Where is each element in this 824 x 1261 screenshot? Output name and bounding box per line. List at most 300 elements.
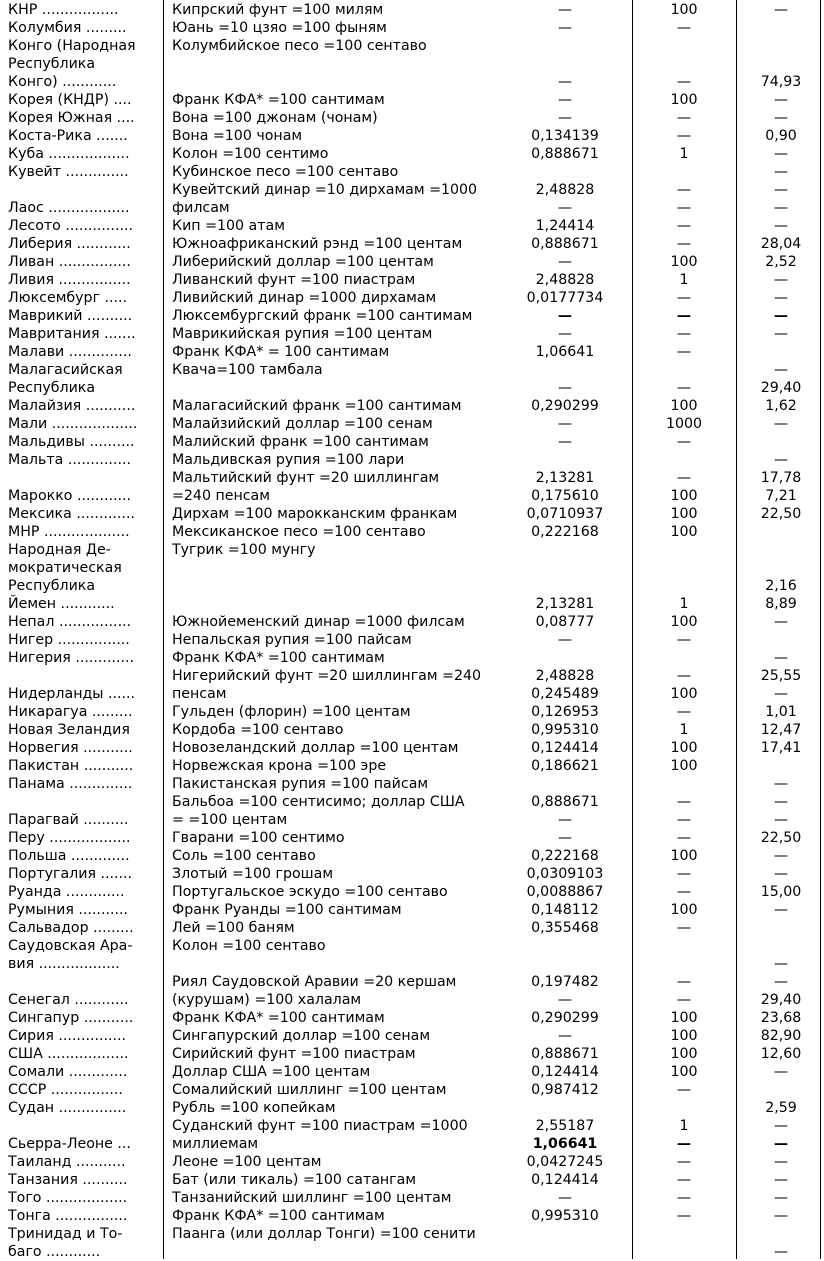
value-cell: — bbox=[557, 254, 573, 270]
share-cell: — bbox=[676, 812, 692, 828]
rate-cell: — bbox=[773, 326, 789, 342]
country-cell: Панама .............. bbox=[8, 776, 133, 792]
rate-cell: 2,52 bbox=[765, 254, 797, 270]
share-cell bbox=[632, 955, 736, 973]
country-cell: Конго) ............ bbox=[8, 74, 117, 90]
value-cell: 1,06641 bbox=[532, 1136, 598, 1152]
country-cell: Мавритания ....... bbox=[8, 326, 136, 342]
currency-cell: Кордоба =100 сентаво bbox=[172, 722, 344, 738]
rate-cell bbox=[738, 433, 824, 451]
value-cell: 0,987412 bbox=[531, 1082, 599, 1098]
rate-cell: — bbox=[773, 866, 789, 882]
value-cell bbox=[500, 55, 630, 73]
value-cell: — bbox=[557, 20, 573, 36]
country-cell: Малайзия ........... bbox=[8, 398, 136, 414]
share-cell: — bbox=[676, 974, 692, 990]
share-cell: 1000 bbox=[665, 416, 703, 432]
currency-cell: Ливанский фунт =100 пиастрам bbox=[172, 272, 416, 288]
country-cell: Ливан ................ bbox=[8, 254, 131, 270]
share-cell: 100 bbox=[670, 254, 698, 270]
country-cell: Ливия ................ bbox=[8, 272, 131, 288]
rate-cell: 2,59 bbox=[765, 1100, 797, 1116]
rate-cell: — bbox=[773, 308, 789, 324]
currency-cell: Кубинское песо =100 сентаво bbox=[172, 164, 399, 180]
rate-cell bbox=[738, 1081, 824, 1099]
share-cell bbox=[632, 775, 736, 793]
currency-cell: Мексиканское песо =100 сентаво bbox=[172, 524, 426, 540]
currency-cell: Танзанийский шиллинг =100 центам bbox=[172, 1190, 452, 1206]
country-cell: Таиланд ........... bbox=[8, 1154, 126, 1170]
country-cell: Сингапур ........... bbox=[8, 1010, 134, 1026]
share-cell: 1 bbox=[679, 272, 689, 288]
share-cell: 100 bbox=[670, 614, 698, 630]
rate-cell: 25,55 bbox=[760, 668, 802, 684]
rate-cell bbox=[738, 343, 824, 361]
currency-cell: Мальтийский фунт =20 шиллингам bbox=[172, 470, 440, 486]
currency-cell: Новозеландский доллар =100 центам bbox=[172, 740, 459, 756]
country-cell: Сирия ............... bbox=[8, 1028, 127, 1044]
share-cell: — bbox=[676, 1172, 692, 1188]
value-cell: 0,124414 bbox=[531, 1172, 599, 1188]
share-cell: — bbox=[676, 74, 692, 90]
value-cell: 0,134139 bbox=[531, 128, 599, 144]
value-cell: 0,0710937 bbox=[526, 506, 604, 522]
value-cell bbox=[500, 541, 630, 559]
currency-cell: Вона =100 джонам (чонам) bbox=[172, 110, 378, 126]
share-cell: — bbox=[676, 1208, 692, 1224]
currency-cell: Колумбийское песо =100 сентаво bbox=[172, 38, 427, 54]
rate-cell: 2,16 bbox=[765, 578, 797, 594]
rate-cell: — bbox=[773, 956, 789, 972]
value-cell: 2,13281 bbox=[535, 470, 595, 486]
value-cell: 1,24414 bbox=[535, 218, 595, 234]
share-cell: 100 bbox=[670, 758, 698, 774]
rate-cell: 29,40 bbox=[760, 992, 802, 1008]
rate-cell: — bbox=[773, 218, 789, 234]
country-cell: Мальта .............. bbox=[8, 452, 131, 468]
country-cell: Сенегал ............ bbox=[8, 992, 129, 1008]
value-cell bbox=[500, 577, 630, 595]
currency-cell: (курушам) =100 халалам bbox=[172, 992, 362, 1008]
value-cell: 0,355468 bbox=[531, 920, 599, 936]
value-cell: — bbox=[557, 1028, 573, 1044]
currency-cell: Паанга (или доллар Тонги) =100 сенити bbox=[172, 1226, 476, 1242]
currency-cell: Сингапурский доллар =100 сенам bbox=[172, 1028, 431, 1044]
rate-cell: 7,21 bbox=[765, 488, 797, 504]
value-cell: — bbox=[557, 632, 573, 648]
share-cell: 100 bbox=[670, 2, 698, 18]
rate-cell: 0,90 bbox=[765, 128, 797, 144]
rate-cell: — bbox=[773, 812, 789, 828]
share-cell: — bbox=[676, 830, 692, 846]
share-cell: 1 bbox=[679, 722, 689, 738]
currency-cell: Франк Руанды =100 сантимам bbox=[172, 902, 402, 918]
share-cell: — bbox=[676, 344, 692, 360]
currency-cell: Леоне =100 центам bbox=[172, 1154, 322, 1170]
country-cell: КНР ................. bbox=[8, 2, 119, 18]
rate-cell: — bbox=[773, 164, 789, 180]
rate-cell: 1,01 bbox=[765, 704, 797, 720]
value-cell: — bbox=[557, 992, 573, 1008]
share-cell bbox=[632, 1099, 736, 1117]
currency-cell: Гварани =100 сентимо bbox=[172, 830, 345, 846]
value-cell: 0,197482 bbox=[531, 974, 599, 990]
share-cell bbox=[632, 577, 736, 595]
currency-cell: Франк КФА* = 100 сантимам bbox=[172, 344, 390, 360]
country-cell: Норвегия ........... bbox=[8, 740, 133, 756]
rate-cell: 23,68 bbox=[760, 1010, 802, 1026]
rate-cell bbox=[738, 55, 824, 73]
rate-cell: — bbox=[773, 1190, 789, 1206]
rate-cell: — bbox=[773, 1244, 789, 1260]
value-cell: — bbox=[557, 380, 573, 396]
value-cell: — bbox=[557, 74, 573, 90]
country-cell: Тринидад и То- bbox=[8, 1226, 123, 1242]
country-cell: Малави .............. bbox=[8, 344, 132, 360]
rate-cell: — bbox=[773, 452, 789, 468]
rate-cell bbox=[738, 631, 824, 649]
share-cell: — bbox=[676, 704, 692, 720]
rate-cell: 17,78 bbox=[760, 470, 802, 486]
currency-cell: пенсам bbox=[172, 686, 227, 702]
currency-cell: Маврикийская рупия =100 центам bbox=[172, 326, 433, 342]
value-cell: — bbox=[557, 326, 573, 342]
rate-cell: 22,50 bbox=[760, 830, 802, 846]
value-cell: — bbox=[557, 200, 573, 216]
country-cell: Тонга ................ bbox=[8, 1208, 128, 1224]
value-cell: 0,148112 bbox=[531, 902, 599, 918]
currency-cell: Нигерийский фунт =20 шиллингам =240 bbox=[172, 668, 482, 684]
country-cell: Мали ................... bbox=[8, 416, 138, 432]
rate-cell: — bbox=[773, 1118, 789, 1134]
rate-cell: — bbox=[773, 92, 789, 108]
currency-cell: Португальское эскудо =100 сентаво bbox=[172, 884, 448, 900]
share-cell: — bbox=[676, 884, 692, 900]
country-cell: Либерия ............ bbox=[8, 236, 131, 252]
share-cell: 100 bbox=[670, 1028, 698, 1044]
currency-cell: Соль =100 сентаво bbox=[172, 848, 316, 864]
value-cell: — bbox=[557, 434, 573, 450]
rate-cell: — bbox=[773, 1208, 789, 1224]
country-cell: Люксембург ..... bbox=[8, 290, 128, 306]
rate-cell: — bbox=[773, 290, 789, 306]
country-cell: США .................. bbox=[8, 1046, 129, 1062]
rate-cell: — bbox=[773, 416, 789, 432]
country-cell: мократическая bbox=[8, 560, 122, 576]
country-cell: Йемен ............ bbox=[8, 596, 115, 612]
country-cell: Республика bbox=[8, 578, 96, 594]
share-cell: 100 bbox=[670, 506, 698, 522]
rate-cell bbox=[738, 937, 824, 955]
currency-cell: Кипрский фунт =100 милям bbox=[172, 2, 384, 18]
value-cell: — bbox=[557, 308, 573, 324]
currency-cell: Риял Саудовской Аравии =20 кершам bbox=[172, 974, 457, 990]
share-cell: — bbox=[676, 632, 692, 648]
currency-cell: Кувейтский динар =10 дирхамам =1000 bbox=[172, 182, 478, 198]
share-cell: — bbox=[676, 290, 692, 306]
country-cell: Саудовская Ара- bbox=[8, 938, 133, 954]
country-cell: Нидерланды ...... bbox=[8, 686, 136, 702]
share-cell: 100 bbox=[670, 92, 698, 108]
currency-cell: Пакистанская рупия =100 пайсам bbox=[172, 776, 429, 792]
currency-cell: Франк КФА* =100 сантимам bbox=[172, 1208, 385, 1224]
value-cell bbox=[500, 955, 630, 973]
share-cell: — bbox=[676, 1190, 692, 1206]
rate-cell: — bbox=[773, 2, 789, 18]
value-cell: 0,0427245 bbox=[526, 1154, 604, 1170]
share-cell: — bbox=[676, 794, 692, 810]
share-cell: — bbox=[676, 668, 692, 684]
share-cell: 100 bbox=[670, 686, 698, 702]
currency-cell: Колон =100 сентимо bbox=[172, 146, 329, 162]
share-cell bbox=[632, 55, 736, 73]
column-divider bbox=[736, 0, 737, 1259]
currency-cell: Малийский франк =100 сантимам bbox=[172, 434, 429, 450]
country-cell: Корея (КНДР) .... bbox=[8, 92, 132, 108]
country-cell: Нигерия ............. bbox=[8, 650, 134, 666]
value-cell: 2,13281 bbox=[535, 596, 595, 612]
rate-cell: 15,00 bbox=[760, 884, 802, 900]
rate-cell: — bbox=[773, 614, 789, 630]
share-cell: — bbox=[676, 326, 692, 342]
share-cell: — bbox=[676, 110, 692, 126]
value-cell: 0,0309103 bbox=[526, 866, 604, 882]
value-cell: 0,126953 bbox=[531, 704, 599, 720]
value-cell: 0,888671 bbox=[531, 146, 599, 162]
value-cell: 0,124414 bbox=[531, 1064, 599, 1080]
value-cell bbox=[500, 937, 630, 955]
value-cell: 0,0088867 bbox=[526, 884, 604, 900]
value-cell bbox=[500, 163, 630, 181]
currency-cell: Люксембургский франк =100 сантимам bbox=[172, 308, 473, 324]
country-cell: Пакистан ........... bbox=[8, 758, 134, 774]
currency-cell: Либерийский доллар =100 центам bbox=[172, 254, 434, 270]
country-cell: Кувейт .............. bbox=[8, 164, 129, 180]
rate-cell: — bbox=[773, 272, 789, 288]
country-cell: Перу .................. bbox=[8, 830, 131, 846]
value-cell: 0,888671 bbox=[531, 236, 599, 252]
country-cell: Малагасийская bbox=[8, 362, 123, 378]
value-cell: 2,48828 bbox=[535, 668, 595, 684]
currency-cell: Колон =100 сентаво bbox=[172, 938, 326, 954]
share-cell: 100 bbox=[670, 740, 698, 756]
share-cell: — bbox=[676, 434, 692, 450]
value-cell: — bbox=[557, 416, 573, 432]
country-cell: Республика bbox=[8, 380, 96, 396]
currency-cell: Вона =100 чонам bbox=[172, 128, 303, 144]
currency-cell: Франк КФА* =100 сантимам bbox=[172, 650, 385, 666]
currency-cell: =240 пенсам bbox=[172, 488, 270, 504]
share-cell bbox=[632, 937, 736, 955]
rate-cell: — bbox=[773, 974, 789, 990]
value-cell: 0,0177734 bbox=[526, 290, 604, 306]
share-cell: — bbox=[676, 380, 692, 396]
country-cell: Руанда ............. bbox=[8, 884, 125, 900]
rate-cell: — bbox=[773, 362, 789, 378]
value-cell: — bbox=[557, 812, 573, 828]
country-cell: Коста-Рика ....... bbox=[8, 128, 128, 144]
value-cell: 1,06641 bbox=[535, 344, 595, 360]
value-cell: 0,124414 bbox=[531, 740, 599, 756]
currency-cell: Гульден (флорин) =100 центам bbox=[172, 704, 411, 720]
currency-cell: Мальдивская рупия =100 лари bbox=[172, 452, 405, 468]
rate-cell: — bbox=[773, 110, 789, 126]
currency-cell: Бальбоа =100 сентисимо; доллар США bbox=[172, 794, 465, 810]
rate-cell: 12,60 bbox=[760, 1046, 802, 1062]
country-cell: вия .................. bbox=[8, 956, 120, 972]
rate-cell: — bbox=[773, 902, 789, 918]
share-cell: 100 bbox=[670, 398, 698, 414]
country-cell: Республика bbox=[8, 56, 96, 72]
share-cell: — bbox=[676, 218, 692, 234]
value-cell bbox=[500, 559, 630, 577]
country-cell: Корея Южная .... bbox=[8, 110, 135, 126]
country-cell: Сомали ............. bbox=[8, 1064, 128, 1080]
country-cell: МНР ................... bbox=[8, 524, 130, 540]
rate-cell bbox=[738, 37, 824, 55]
country-cell: Никарагуа ......... bbox=[8, 704, 133, 720]
value-cell: — bbox=[557, 830, 573, 846]
share-cell: 100 bbox=[670, 848, 698, 864]
rate-cell bbox=[738, 919, 824, 937]
value-cell: 0,186621 bbox=[531, 758, 599, 774]
value-cell: — bbox=[557, 2, 573, 18]
share-cell: — bbox=[676, 308, 692, 324]
rate-cell bbox=[738, 559, 824, 577]
currency-cell: Суданский фунт =100 пиастрам =1000 bbox=[172, 1118, 468, 1134]
share-cell: 100 bbox=[670, 488, 698, 504]
value-cell: 0,995310 bbox=[531, 1208, 599, 1224]
rate-cell bbox=[738, 541, 824, 559]
country-cell: Польша ............. bbox=[8, 848, 130, 864]
currency-cell: Квача=100 тамбала bbox=[172, 362, 323, 378]
share-cell: 1 bbox=[679, 146, 689, 162]
share-cell: — bbox=[676, 182, 692, 198]
share-cell: — bbox=[676, 866, 692, 882]
value-cell: — bbox=[557, 92, 573, 108]
share-cell: — bbox=[676, 992, 692, 1008]
rate-cell bbox=[738, 1225, 824, 1243]
share-cell bbox=[632, 163, 736, 181]
country-cell: Новая Зеландия bbox=[8, 722, 130, 738]
value-cell: — bbox=[557, 110, 573, 126]
country-cell: Лаос .................. bbox=[8, 200, 130, 216]
value-cell: 2,48828 bbox=[535, 272, 595, 288]
value-cell bbox=[500, 361, 630, 379]
share-cell: 100 bbox=[670, 524, 698, 540]
currency-cell: Кип =100 атам bbox=[172, 218, 285, 234]
share-cell: — bbox=[676, 470, 692, 486]
rate-cell: 12,47 bbox=[760, 722, 802, 738]
value-cell: — bbox=[557, 1190, 573, 1206]
currency-cell: миллиемам bbox=[172, 1136, 259, 1152]
currency-cell: Юань =10 цзяо =100 фыням bbox=[172, 20, 387, 36]
value-cell: 0,290299 bbox=[531, 398, 599, 414]
country-cell: Танзания .......... bbox=[8, 1172, 128, 1188]
currency-cell: Рубль =100 копейкам bbox=[172, 1100, 336, 1116]
share-cell: 100 bbox=[670, 1010, 698, 1026]
rate-cell bbox=[738, 19, 824, 37]
rate-cell: — bbox=[773, 200, 789, 216]
share-cell bbox=[632, 1225, 736, 1243]
currency-cell: Ливийский динар =1000 дирхамам bbox=[172, 290, 437, 306]
value-cell bbox=[500, 649, 630, 667]
share-cell bbox=[632, 1243, 736, 1261]
share-cell: — bbox=[676, 20, 692, 36]
rate-cell: — bbox=[773, 794, 789, 810]
share-cell: — bbox=[676, 200, 692, 216]
rate-cell: — bbox=[773, 146, 789, 162]
currency-cell: Малайзийский доллар =100 сенам bbox=[172, 416, 433, 432]
country-cell: Сьерра-Леоне ... bbox=[8, 1136, 131, 1152]
currency-cell: Норвежская крона =100 эре bbox=[172, 758, 387, 774]
currency-cell: Франк КФА* =100 сантимам bbox=[172, 92, 385, 108]
country-cell: Нигер ................ bbox=[8, 632, 130, 648]
rate-cell: 29,40 bbox=[760, 380, 802, 396]
value-cell: 2,48828 bbox=[535, 182, 595, 198]
value-cell: 0,995310 bbox=[531, 722, 599, 738]
currency-cell: = =100 центам bbox=[172, 812, 288, 828]
share-cell: — bbox=[676, 1082, 692, 1098]
value-cell: 0,08777 bbox=[535, 614, 595, 630]
share-cell: 100 bbox=[670, 1046, 698, 1062]
rate-cell: 17,41 bbox=[760, 740, 802, 756]
rate-cell bbox=[738, 523, 824, 541]
country-cell: Лесото ............... bbox=[8, 218, 133, 234]
currency-cell: Бат (или тикаль) =100 сатангам bbox=[172, 1172, 417, 1188]
share-cell bbox=[632, 361, 736, 379]
rate-cell: 74,93 bbox=[760, 74, 802, 90]
value-cell: 0,245489 bbox=[531, 686, 599, 702]
rate-cell: 82,90 bbox=[760, 1028, 802, 1044]
value-cell bbox=[500, 1225, 630, 1243]
country-cell: Непал ................ bbox=[8, 614, 132, 630]
country-cell: Португалия ....... bbox=[8, 866, 133, 882]
currency-cell: Непальская рупия =100 пайсам bbox=[172, 632, 412, 648]
currency-cell: Доллар США =100 центам bbox=[172, 1064, 371, 1080]
value-cell: 0,290299 bbox=[531, 1010, 599, 1026]
rate-cell: — bbox=[773, 1064, 789, 1080]
country-cell: Румыния ........... bbox=[8, 902, 129, 918]
currency-cell: филсам bbox=[172, 200, 230, 216]
rate-cell: — bbox=[773, 182, 789, 198]
value-cell bbox=[500, 1099, 630, 1117]
rate-cell: — bbox=[773, 1172, 789, 1188]
share-cell bbox=[632, 559, 736, 577]
share-cell: — bbox=[676, 128, 692, 144]
value-cell: 0,222168 bbox=[531, 848, 599, 864]
country-cell: Маврикий .......... bbox=[8, 308, 133, 324]
country-cell: Судан ............... bbox=[8, 1100, 127, 1116]
rate-cell: — bbox=[773, 650, 789, 666]
share-cell: 1 bbox=[679, 1118, 689, 1134]
country-cell: СССР ................ bbox=[8, 1082, 123, 1098]
country-cell: Мексика ............. bbox=[8, 506, 135, 522]
currency-cell: Южнойеменский динар =1000 филсам bbox=[172, 614, 465, 630]
value-cell: 2,55187 bbox=[535, 1118, 595, 1134]
country-cell: Народная Де- bbox=[8, 542, 111, 558]
rate-cell: 28,04 bbox=[760, 236, 802, 252]
currency-cell: Франк КФА* =100 сантимам bbox=[172, 1010, 385, 1026]
country-cell: Сальвадор ......... bbox=[8, 920, 134, 936]
value-cell: 0,888671 bbox=[531, 794, 599, 810]
country-cell: Куба .................. bbox=[8, 146, 130, 162]
value-cell bbox=[500, 775, 630, 793]
country-cell: баго ............ bbox=[8, 1244, 101, 1260]
rate-cell: 22,50 bbox=[760, 506, 802, 522]
rate-cell: — bbox=[773, 686, 789, 702]
value-cell: 0,175610 bbox=[531, 488, 599, 504]
